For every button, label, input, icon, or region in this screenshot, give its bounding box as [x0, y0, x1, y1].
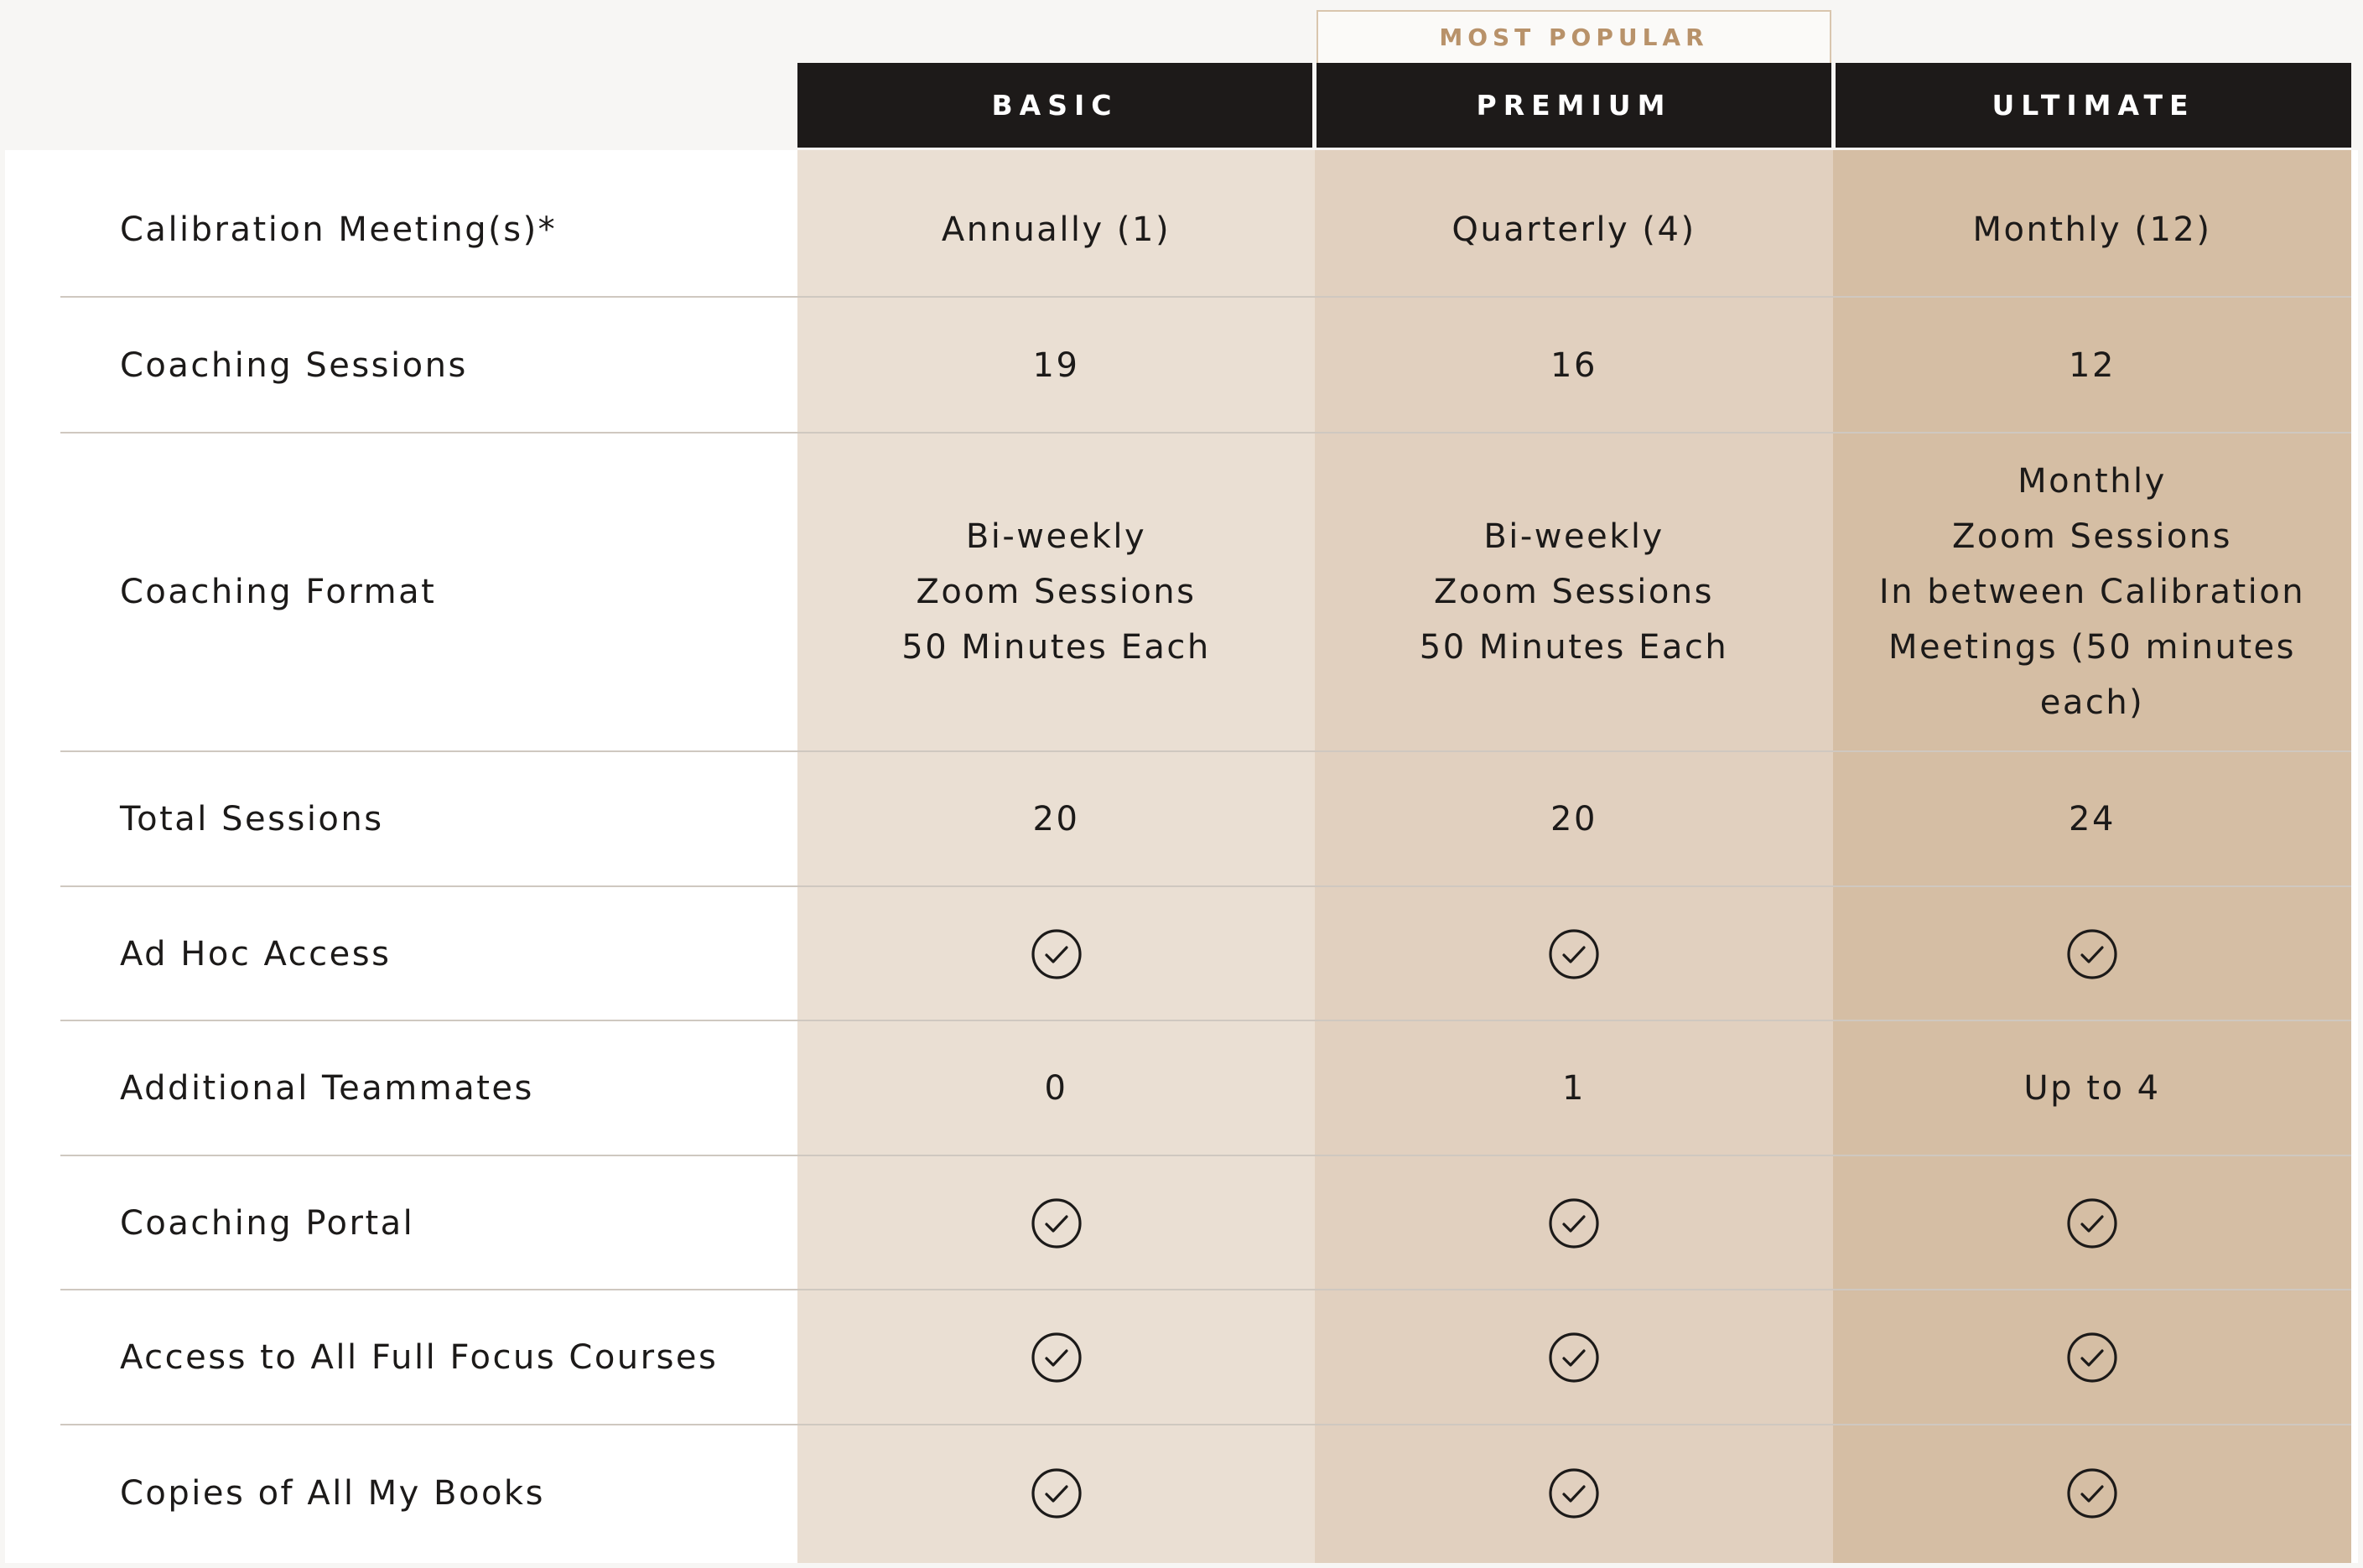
row-divider [60, 885, 2351, 887]
plan-header-basic: BASIC [797, 63, 1312, 148]
ultimate-value [1833, 1157, 2351, 1290]
value-line: Zoom Sessions [916, 572, 1197, 611]
ultimate-value [1833, 1426, 2351, 1560]
value-line: Bi-weekly [965, 517, 1147, 556]
feature-label: Coaching Portal [120, 1204, 415, 1243]
ultimate-value [1833, 434, 2351, 749]
basic-value: 20 [1032, 800, 1080, 839]
table-row [0, 1022, 2363, 1155]
value-line: 50 Minutes Each [1419, 627, 1729, 667]
value-line: Monthly [2018, 461, 2167, 501]
premium-value [1315, 1157, 1833, 1290]
value-line: In between Calibration [1878, 572, 2306, 611]
basic-value: 19 [1032, 346, 1080, 385]
check-circle-icon [2066, 1467, 2118, 1519]
premium-value: 20 [1550, 800, 1597, 839]
table-row [0, 753, 2363, 885]
check-circle-icon [1548, 928, 1600, 980]
value-line: Zoom Sessions [1434, 572, 1714, 611]
table-row [0, 164, 2363, 295]
feature-label: Ad Hoc Access [120, 935, 392, 974]
row-divider [60, 1155, 2351, 1156]
feature-label: Access to All Full Focus Courses [120, 1338, 719, 1377]
table-row [0, 1291, 2363, 1424]
basic-value [797, 434, 1315, 749]
table-row [0, 1426, 2363, 1560]
value-line: 50 Minutes Each [901, 627, 1211, 667]
row-divider [60, 1289, 2351, 1290]
check-circle-icon [2066, 1197, 2118, 1249]
row-divider [60, 296, 2351, 298]
check-circle-icon [1031, 1467, 1083, 1519]
table-row [0, 888, 2363, 1020]
premium-value: Quarterly (4) [1452, 210, 1696, 249]
check-circle-icon [1548, 1467, 1600, 1519]
row-divider [60, 1020, 2351, 1021]
premium-value [1315, 1426, 1833, 1560]
row-divider [60, 750, 2351, 752]
row-divider [60, 1424, 2351, 1425]
most-popular-badge: MOST POPULAR [1317, 10, 1831, 63]
table-row [0, 1157, 2363, 1290]
ultimate-value: Up to 4 [2023, 1069, 2161, 1108]
basic-value [797, 888, 1315, 1020]
basic-value [797, 1426, 1315, 1560]
check-circle-icon [1548, 1332, 1600, 1384]
premium-value [1315, 888, 1833, 1020]
value-line: Bi-weekly [1483, 517, 1664, 556]
ultimate-value: 24 [2069, 800, 2116, 839]
value-line: Meetings (50 minutes each) [1888, 627, 2296, 722]
premium-value [1315, 1291, 1833, 1424]
feature-label: Coaching Format [120, 572, 437, 611]
ultimate-value [1833, 888, 2351, 1020]
ultimate-value [1833, 1291, 2351, 1424]
basic-value: 0 [1044, 1069, 1068, 1108]
table-row [0, 434, 2363, 749]
check-circle-icon [2066, 1332, 2118, 1384]
feature-label: Total Sessions [120, 800, 384, 839]
basic-value [797, 1157, 1315, 1290]
table-row [0, 299, 2363, 433]
plan-header-premium: PREMIUM [1317, 63, 1831, 148]
premium-value [1315, 434, 1833, 749]
feature-label: Copies of All My Books [120, 1474, 545, 1513]
plan-header-ultimate: ULTIMATE [1836, 63, 2351, 148]
basic-value [797, 1291, 1315, 1424]
check-circle-icon [1548, 1197, 1600, 1249]
value-line: Zoom Sessions [1952, 517, 2232, 556]
check-circle-icon [2066, 928, 2118, 980]
basic-value: Annually (1) [941, 210, 1171, 249]
feature-label: Coaching Sessions [120, 346, 468, 385]
check-circle-icon [1031, 1197, 1083, 1249]
feature-label: Additional Teammates [120, 1069, 534, 1108]
feature-label: Calibration Meeting(s)* [120, 210, 558, 249]
ultimate-value: 12 [2069, 346, 2116, 385]
check-circle-icon [1031, 1332, 1083, 1384]
premium-value: 16 [1550, 346, 1597, 385]
row-divider [60, 432, 2351, 434]
check-circle-icon [1031, 928, 1083, 980]
premium-value: 1 [1562, 1069, 1586, 1108]
ultimate-value: Monthly (12) [1972, 210, 2212, 249]
